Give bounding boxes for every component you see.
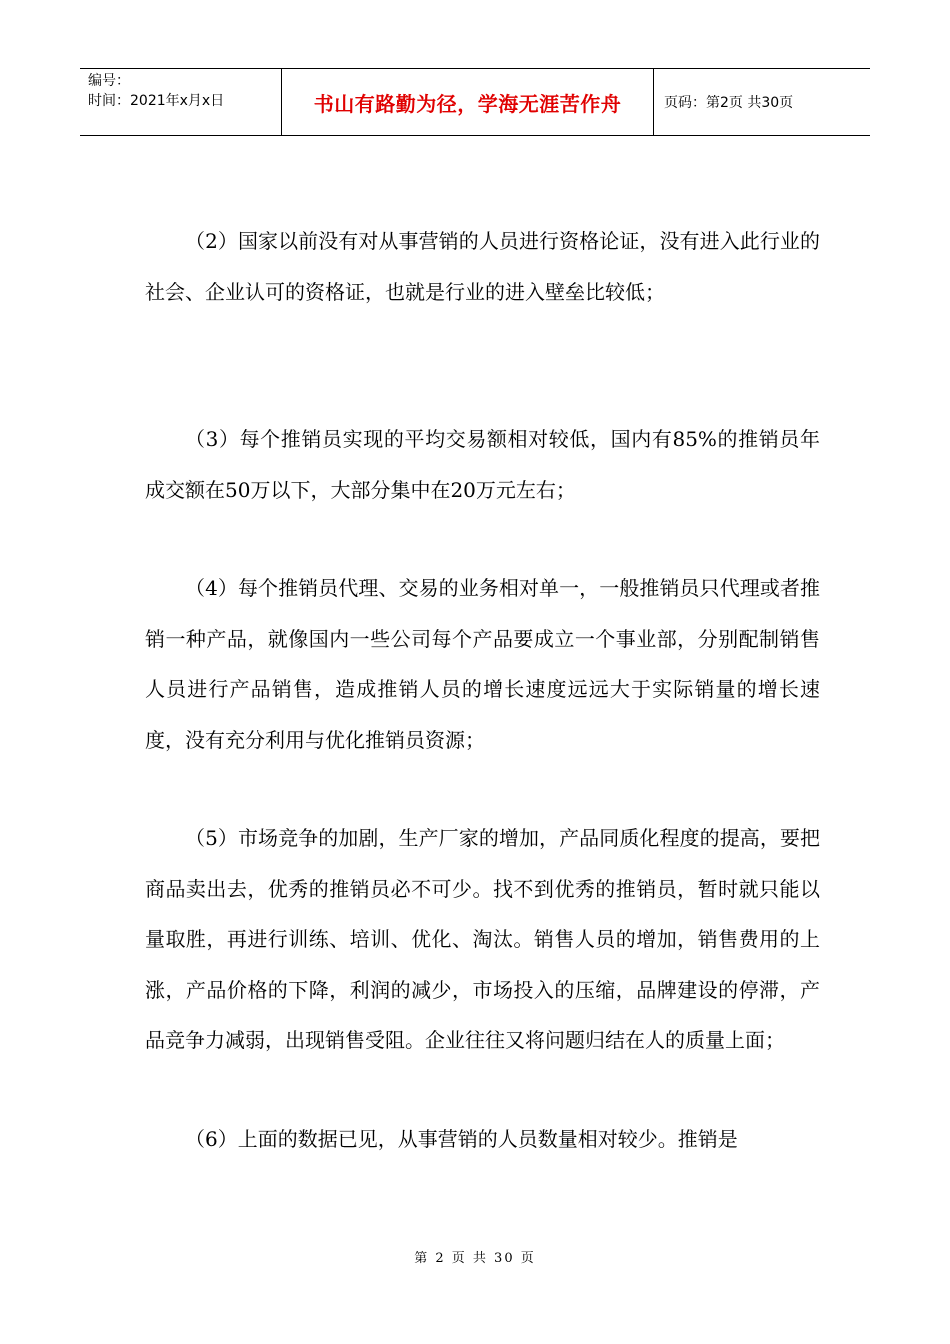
document-time-label: 时间：2021年x月x日: [88, 93, 225, 109]
paragraph-2: （2）国家以前没有对从事营销的人员进行资格论证，没有进入此行业的社会、企业认可的资格证，也就是行业的进入壁垒比较低；: [145, 229, 820, 304]
paragraph-gap: [145, 515, 820, 563]
paragraph-gap: [145, 1066, 820, 1114]
header-meta: [80, 69, 282, 135]
paragraph-3: （3）每个推销员实现的平均交易额相对较低，国内有85%的推销员年成交额在50万以下，大部分集中在20万元左右；: [145, 427, 820, 502]
page-header: [80, 68, 870, 136]
page-footer: 第 2 页 共 30 页: [414, 1251, 536, 1266]
paragraph-4: （4）每个推销员代理、交易的业务相对单一，一般推销员只代理或者推销一种产品，就像国内一些公司每个产品要成立一个事业部，分别配制销售人员进行产品销售，造成推销人员的增长速度远远大于实际销量的增长速度，没有充分利用与优化推销员资源；: [145, 576, 820, 752]
paragraph-gap: [145, 765, 820, 813]
paragraph-gap: [145, 317, 820, 414]
document-body: [145, 216, 820, 1164]
document-number-label: 编号：: [88, 73, 130, 89]
header-motto: 书山有路勤为径，学海无涯苦作舟: [282, 69, 654, 135]
paragraph-6: （6）上面的数据已见，从事营销的人员数量相对较少。推销是: [185, 1126, 738, 1151]
paragraph-5: （5）市场竞争的加剧，生产厂家的增加，产品同质化程度的提高，要把商品卖出去，优秀的推销员必不可少。找不到优秀的推销员，暂时就只能以量取胜，再进行训练、培训、优化、淘汰。销售人员的增加，销售费用的上涨，产品价格的下降，利润的减少，市场投入的压缩，品牌建设的停滞，产品竞争力减弱，出现销售受阻。企业往往又将问题归结在人的质量上面；: [145, 826, 820, 1052]
header-page-info: 页码：第2页 共30页: [664, 95, 794, 111]
